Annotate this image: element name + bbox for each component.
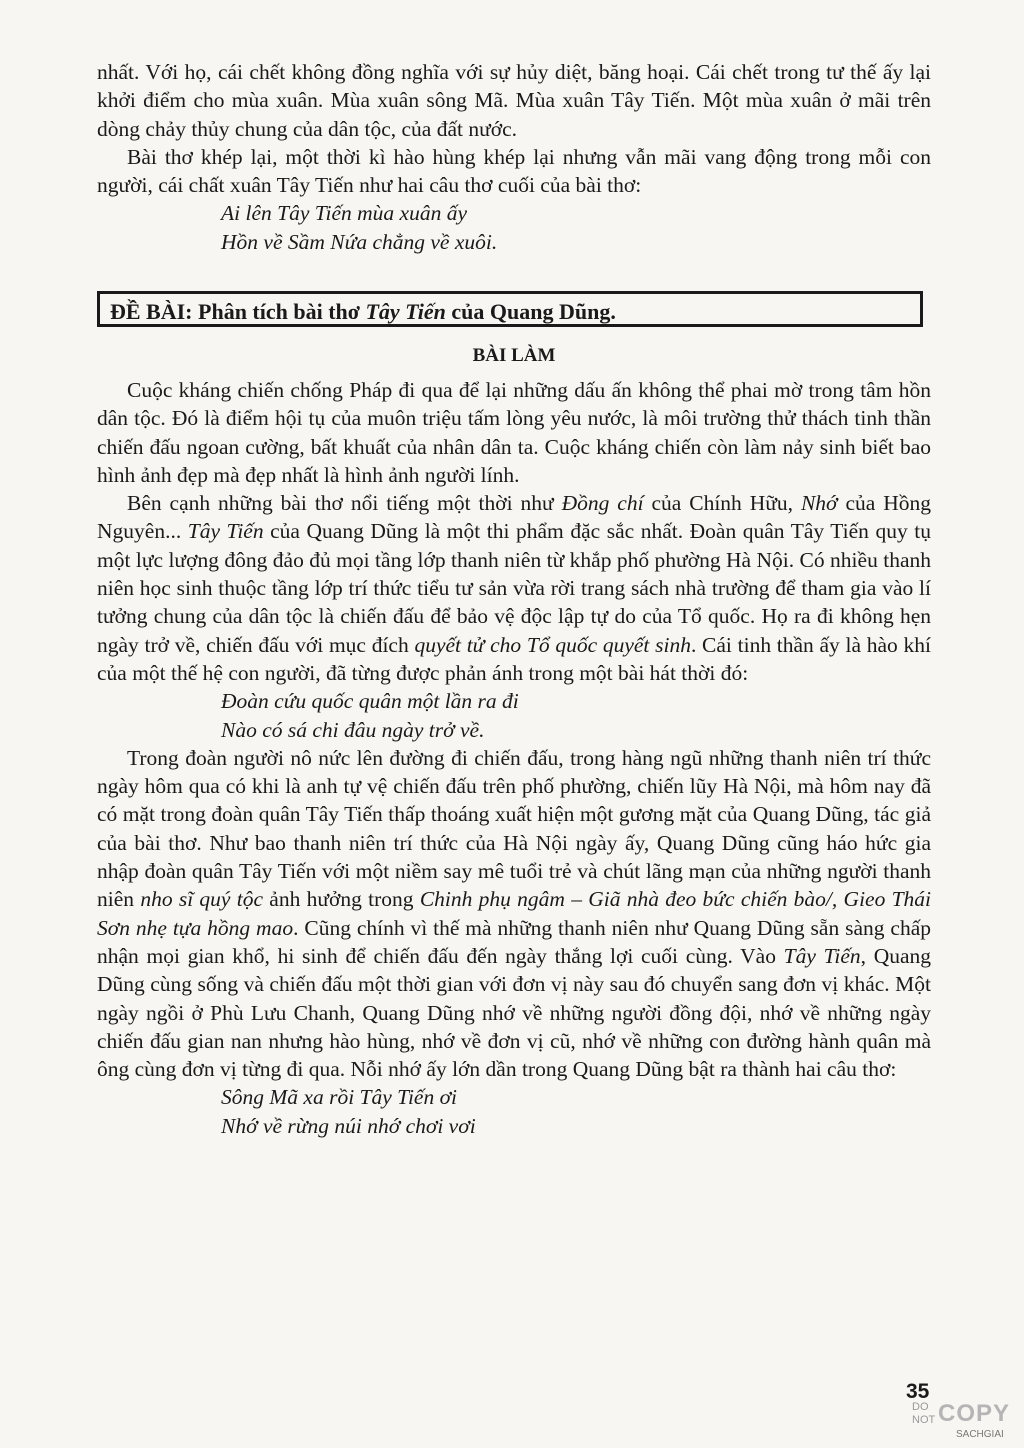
task-text: Phân tích bài thơ (198, 299, 360, 324)
verse-line: Sông Mã xa rồi Tây Tiến ơi (221, 1085, 458, 1110)
verse-line: Đoàn cứu quốc quân một lần ra đi (221, 689, 519, 714)
task-label: ĐỀ BÀI: (110, 299, 193, 324)
watermark-logo (912, 1402, 1018, 1444)
page-number: 35 (906, 1380, 930, 1403)
intro-paragraph-2: Bài thơ khép lại, một thời kì hào hùng khép lại nhưng vẫn mãi vang động trong mỗi con người, cái chất xuân Tây Tiến như hai câu thơ cuối của bài thơ: (97, 144, 931, 198)
task-box (97, 291, 923, 327)
intro-section (97, 58, 931, 256)
verse-line: Nào có sá chi đâu ngày trở về. (221, 717, 485, 742)
watermark-not: NOT (912, 1414, 936, 1426)
intro-paragraph-1: nhất. Với họ, cái chết không đồng nghĩa với sự hủy diệt, băng hoại. Cái chết trong tư thế ấy lại khởi điểm cho mùa xuân. Mùa xuân sông Mã. Mùa xuân Tây Tiến. Một mùa xuân ở mãi trên dòng chảy thủy chung của dân tộc, của đất nước. (97, 60, 931, 141)
verse-line: Hồn về Sầm Nứa chẳng về xuôi. (221, 229, 498, 254)
task-poem-title: Tây Tiến (365, 299, 446, 324)
watermark-copy: COPY (938, 1400, 1011, 1427)
task-text: của Quang Dũng. (451, 299, 616, 324)
watermark-site: SACHGIAI (956, 1429, 1004, 1440)
essay-paragraph-1: Cuộc kháng chiến chống Pháp đi qua để lại những dấu ấn không thể phai mờ trong tâm hồn dân tộc. Đó là điểm hội tụ của muôn triệu tấm lòng yêu nước, là môi trường thử thách tinh thần chiến đấu ngoan cường, bất khuất của nhân dân ta. Cuộc kháng chiến còn làm nảy sinh biết bao hình ảnh đẹp mà đẹp nhất là hình ảnh người lính. (97, 378, 931, 487)
verse-line: Ai lên Tây Tiến mùa xuân ấy (221, 201, 468, 226)
essay-paragraph-2: Bên cạnh những bài thơ nổi tiếng một thời như Đồng chí của Chính Hữu, Nhớ của Hồng Nguyên... Tây Tiến của Quang Dũng là một thi phẩm đặc sắc nhất. Đoàn quân Tây Tiến quy tụ một lực lượng đông đảo đủ mọi tầng lớp thanh niên từ khắp phố phường Hà Nội. Có nhiều thanh niên học sinh thuộc tầng lớp trí thức tiểu tư sản vừa rời trang sách nhà trường để tham gia vào lí tưởng chung của dân tộc là chiến đấu để bảo vệ độc lập tự do của Tổ quốc. Họ ra đi không hẹn ngày trở về, chiến đấu với mục đích quyết tử cho Tổ quốc quyết sinh. Cái tinh thần ấy là hào khí của một thế hệ con người, đã từng được phản ánh trong một bài hát thời đó: (97, 491, 931, 685)
essay-body (97, 376, 931, 1140)
essay-paragraph-3: Trong đoàn người nô nức lên đường đi chiến đấu, trong hàng ngũ những thanh niên trí thức ngày hôm qua có khi là anh tự vệ chiến đấu trên phố phường, chiến lũy Hà Nội, mà hôm nay đã có mặt trong đoàn quân Tây Tiến thấp thoáng xuất hiện một gương mặt của Quang Dũng, tác giả của bài thơ. Như bao thanh niên trí thức của Hà Nội ngày ấy, Quang Dũng cũng háo hức gia nhập đoàn quân Tây Tiến với một niềm say mê tuổi trẻ và chút lãng mạn của những người thanh niên nho sĩ quý tộc ảnh hưởng trong Chinh phụ ngâm – Giã nhà đeo bức chiến bào/, Gieo Thái Sơn nhẹ tựa hồng mao. Cũng chính vì thế mà những thanh niên như Quang Dũng sẵn sàng chấp nhận mọi gian khổ, hi sinh để chiến đấu đến ngày thắng lợi cuối cùng. Vào Tây Tiến, Quang Dũng cùng sống và chiến đấu một thời gian với đơn vị này sau đó chuyển sang đơn vị khác. Một ngày ngồi ở Phù Lưu Chanh, Quang Dũng nhớ về những người đồng đội, nhớ về những ngày chiến đấu gian nan nhưng hào hùng, nhớ về đơn vị cũ, nhớ về những con đường hành quân mà ông cùng đơn vị từng đi qua. Nỗi nhớ ấy lớn dần trong Quang Dũng bật ra thành hai câu thơ: (97, 745, 932, 1082)
essay-heading: BÀI LÀM (472, 345, 556, 366)
verse-line: Nhớ về rừng núi nhớ chơi vơi (221, 1113, 476, 1138)
watermark-do: DO (912, 1401, 929, 1413)
